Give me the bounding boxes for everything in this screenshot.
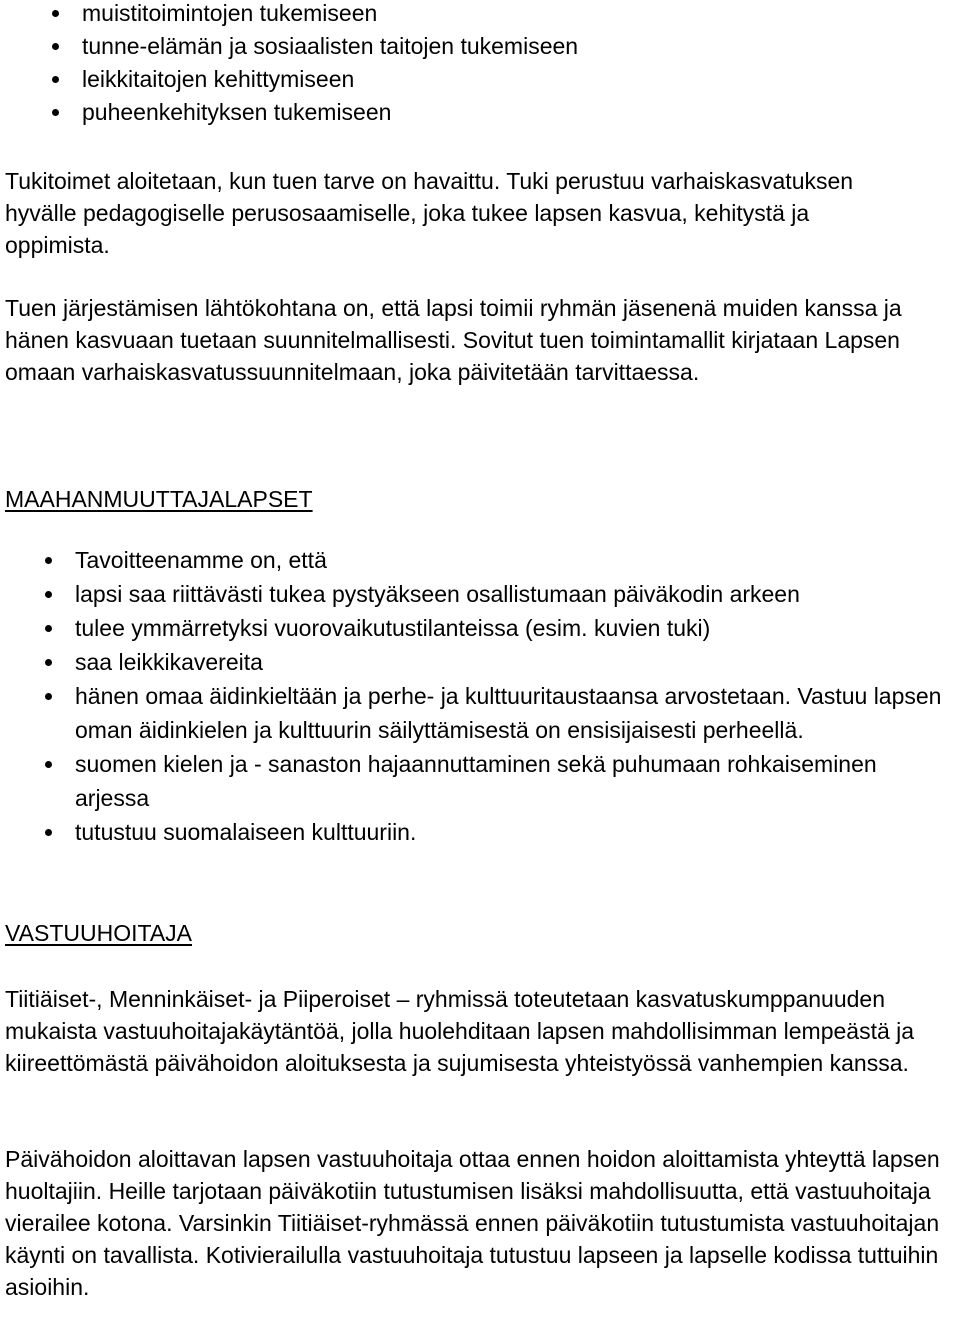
immigrant-list-block (5, 543, 960, 849)
caretaker-contact-paragraph: Päivähoidon aloittavan lapsen vastuuhoitaja ottaa ennen hoidon aloittamista yhteyttä lapsen huoltajiin. Heille tarjotaan päiväkotiin tutustumisen lisäksi mahdollisuutta, että vastuuhoitaja vierailee kotona. Varsinkin Tiitiäiset-ryhmässä ennen päiväkotiin tutustumista vastuuhoitajan käynti on tavallista. Kotivierailulla vastuuhoitaja tutustuu lapseen ja lapselle kodissa tuttuihin asioihin. (5, 1146, 940, 1300)
intro-bullet-list (5, 0, 955, 129)
section-heading: VASTUUHOITAJA (5, 920, 192, 946)
bullet-icon (45, 761, 52, 768)
list-item-text: tutustuu suomalaiseen kulttuuriin. (75, 819, 417, 845)
immigrant-bullet-list (5, 543, 960, 849)
list-item (5, 543, 960, 577)
bullet-icon (52, 76, 59, 83)
list-item (5, 815, 960, 849)
list-item-text: leikkitaitojen kehittymiseen (82, 66, 355, 92)
list-item (5, 30, 955, 63)
paragraph-block (5, 983, 950, 1079)
intro-list-block (5, 0, 955, 129)
bullet-icon (52, 10, 59, 17)
list-item (5, 0, 955, 30)
bullet-icon (52, 109, 59, 116)
immigrant-section-heading-block (5, 483, 955, 515)
support-start-paragraph: Tukitoimet aloitetaan, kun tuen tarve on havaittu. Tuki perustuu varhaiskasvatuksen hyvälle pedagogiselle perusosaamiselle, joka tukee lapsen kasvua, kehitystä ja oppimista. (5, 168, 854, 258)
list-item (5, 96, 955, 129)
bullet-icon (45, 693, 52, 700)
paragraph-block (5, 165, 905, 261)
list-item (5, 611, 960, 645)
caretaker-practice-paragraph: Tiitiäiset-, Menninkäiset- ja Piiperoiset – ryhmissä toteutetaan kasvatuskumppanuuden mukaista vastuuhoitajakäytäntöä, jolla huolehditaan lapsen mahdollisimman lempeästä ja kiireettömästä päivähoidon aloituksesta ja sujumisesta yhteistyössä vanhempien kanssa. (5, 986, 915, 1076)
bullet-icon (45, 557, 52, 564)
list-item (5, 63, 955, 96)
list-item-text: saa leikkikavereita (75, 649, 263, 675)
support-organization-paragraph: Tuen järjestämisen lähtökohtana on, että lapsi toimii ryhmän jäsenenä muiden kanssa ja hänen kasvuaan tuetaan suunnitelmallisesti. Sovitut tuen toimintamallit kirjataan Lapsen omaan varhaiskasvatussuunnitelmaan, joka päivitetään tarvittaessa. (5, 295, 902, 385)
bullet-icon (52, 43, 59, 50)
bullet-icon (45, 591, 52, 598)
list-item-text: suomen kielen ja - sanaston hajaannuttaminen sekä puhumaan rohkaiseminen arjessa (75, 751, 877, 811)
paragraph-block (5, 292, 935, 388)
list-item-text: tulee ymmärretyksi vuorovaikutustilanteissa (esim. kuvien tuki) (75, 615, 711, 641)
list-item-text: lapsi saa riittävästi tukea pystyäkseen osallistumaan päiväkodin arkeen (75, 581, 800, 607)
list-item-text: puheenkehityksen tukemiseen (82, 99, 392, 125)
list-item (5, 679, 960, 747)
paragraph-block (5, 1143, 950, 1303)
list-item (5, 577, 960, 611)
bullet-icon (45, 625, 52, 632)
bullet-icon (45, 829, 52, 836)
list-item-text: tunne-elämän ja sosiaalisten taitojen tukemiseen (82, 33, 579, 59)
list-item-text: Tavoitteenamme on, että (75, 547, 327, 573)
bullet-icon (45, 659, 52, 666)
list-item (5, 747, 960, 815)
list-item-text: muistitoimintojen tukemiseen (82, 0, 378, 26)
caretaker-section-heading-block (5, 917, 955, 949)
list-item (5, 645, 960, 679)
section-heading: MAAHANMUUTTAJALAPSET (5, 486, 313, 512)
list-item-text: hänen omaa äidinkieltään ja perhe- ja kulttuuritaustaansa arvostetaan. Vastuu lapsen oman äidinkielen ja kulttuurin säilyttämisestä on ensisijaisesti perheellä. (75, 683, 942, 743)
